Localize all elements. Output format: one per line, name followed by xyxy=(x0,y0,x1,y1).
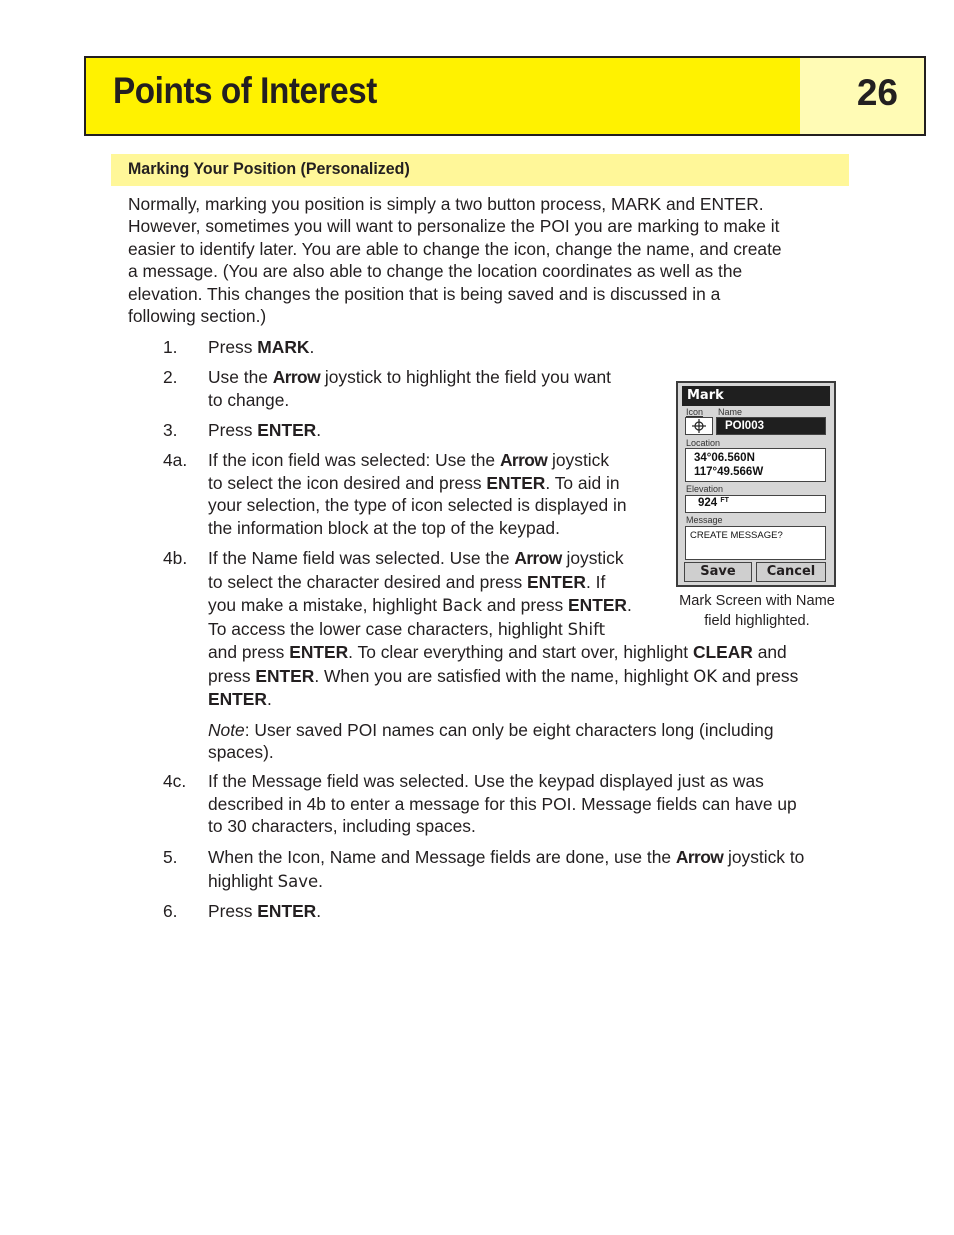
message-field-label: Message xyxy=(686,515,723,525)
elevation-value: 924 xyxy=(698,497,718,509)
page-number: 26 xyxy=(856,72,898,113)
step-text-part: joystick to highlight the field you want xyxy=(320,367,611,387)
intro-paragraph xyxy=(128,193,852,327)
note-label: Note xyxy=(208,719,245,740)
key-name: MARK xyxy=(257,337,310,357)
step-text-part: When the Icon, Name and Message fields are done, use the xyxy=(208,847,676,867)
step-number: 4c. xyxy=(163,771,187,791)
step-text-part: Press xyxy=(208,420,258,440)
step-text-part: Press xyxy=(208,337,258,357)
step-text-part: you make a mistake, highlight xyxy=(208,595,442,615)
step-text-part: press xyxy=(208,665,256,686)
key-name: ENTER xyxy=(486,472,546,493)
step-text-part: . xyxy=(309,337,315,357)
latitude-value: 34°06.560N xyxy=(694,452,755,464)
step-number: 4b. xyxy=(163,548,188,568)
intro-line: a message. (You are also able to change the location coordinates as well as the xyxy=(128,261,743,282)
ui-label: OK xyxy=(693,666,718,686)
chapter-title: Points of Interest xyxy=(113,70,377,111)
key-name: Arrow xyxy=(514,548,562,568)
elevation-unit: FT xyxy=(720,497,729,504)
step-text xyxy=(208,449,627,539)
figure-caption xyxy=(662,592,852,631)
step-text-part: . xyxy=(318,870,323,891)
step-text-part: joystick xyxy=(561,548,624,568)
location-field[interactable] xyxy=(685,448,826,482)
note-text: spaces). xyxy=(208,741,274,762)
step-text-part: . xyxy=(266,689,272,709)
step-text-part: highlight xyxy=(208,870,278,891)
step-number: 4a. xyxy=(163,450,188,470)
mark-screen-figure xyxy=(676,381,836,587)
intro-line: easier to identify later. You are able to change the icon, change the name, and create xyxy=(128,238,782,259)
elevation-field[interactable] xyxy=(685,495,826,513)
step-text-part: to select the icon desired and press xyxy=(208,472,487,493)
step-text-part: joystick xyxy=(547,450,610,470)
step-text-part: Press xyxy=(208,901,258,921)
key-name: Arrow xyxy=(499,450,548,470)
caption-line: Mark Screen with Name xyxy=(679,593,835,609)
longitude-value: 117°49.566W xyxy=(694,466,764,478)
step-text-part: and press xyxy=(717,665,799,686)
step-text-part: to change. xyxy=(208,389,290,410)
message-field[interactable]: CREATE MESSAGE? xyxy=(685,526,826,560)
step-text-part: and press xyxy=(482,595,569,615)
crosshair-icon xyxy=(692,419,706,433)
step-number: 2. xyxy=(163,367,178,387)
step-text-part: . xyxy=(316,420,322,440)
step-text-part: . To aid in xyxy=(545,472,620,493)
step-text-part: If the Name field was selected. Use the xyxy=(208,548,515,568)
key-name: Arrow xyxy=(272,367,321,387)
key-name: CLEAR xyxy=(692,642,753,662)
save-button[interactable]: Save xyxy=(684,562,752,582)
step-text-part: and xyxy=(752,642,787,662)
location-field-label: Location xyxy=(686,438,721,448)
note-text: : User saved POI names can only be eight characters long (including xyxy=(244,719,774,740)
step-text-part: and press xyxy=(208,642,290,662)
step-text-part: to 30 characters, including spaces. xyxy=(208,816,476,837)
step-text-part: If the icon field was selected: Use the xyxy=(208,450,500,470)
intro-line: following section.) xyxy=(128,306,267,327)
key-name: ENTER xyxy=(255,665,315,686)
step-text xyxy=(208,770,797,838)
ui-label: Save xyxy=(277,871,319,891)
step-text-part: . xyxy=(627,595,632,615)
name-field-label: Name xyxy=(718,407,743,417)
step-text-part: . To clear everything and start over, highlight xyxy=(348,642,693,662)
step-text-part: . xyxy=(316,901,322,921)
key-name: ENTER xyxy=(257,420,317,440)
key-name: ENTER xyxy=(527,571,586,592)
step-number: 6. xyxy=(163,901,178,921)
step-text-part: If the Message field was selected. Use the keypad displayed just as was xyxy=(208,771,764,791)
key-name: ENTER xyxy=(257,901,317,921)
intro-line: Normally, marking you position is simply a two button process, MARK and ENTER. xyxy=(128,194,764,214)
ui-label: Shift xyxy=(567,619,606,639)
step-number: 5. xyxy=(163,847,178,867)
mark-screen-title: Mark xyxy=(682,386,830,406)
key-name: ENTER xyxy=(568,595,627,615)
key-name: Arrow xyxy=(675,847,724,867)
step-number: 3. xyxy=(163,420,178,440)
step-text xyxy=(208,336,314,359)
step-text-part: . When you are satisfied with the name, highlight xyxy=(314,665,694,686)
intro-line: elevation. This changes the position that is being saved and is discussed in a xyxy=(128,283,721,304)
step-text xyxy=(208,366,611,411)
intro-line: However, sometimes you will want to personalize the POI you are marking to make it xyxy=(128,216,780,237)
step-text-part: to select the character desired and press xyxy=(208,571,528,592)
step-text-part: described in 4b to enter a message for this POI. Message fields can have up xyxy=(208,793,797,814)
step-text-part: To access the lower case characters, highlight xyxy=(208,618,568,639)
ui-label: Back xyxy=(441,596,482,615)
chapter-header xyxy=(84,56,926,136)
icon-field-label: Icon xyxy=(686,407,704,417)
step-text-part: the information block at the top of the keypad. xyxy=(208,517,560,538)
key-name: ENTER xyxy=(289,642,349,662)
section-title: Marking Your Position (Personalized) xyxy=(128,159,410,178)
page-number-box xyxy=(800,58,924,134)
step-text xyxy=(208,900,321,923)
cancel-button[interactable]: Cancel xyxy=(756,562,826,582)
step-text-part: Use the xyxy=(208,367,273,387)
name-field[interactable]: POI003 xyxy=(716,417,826,435)
step-number: 1. xyxy=(163,337,178,357)
note xyxy=(208,719,798,764)
icon-field[interactable] xyxy=(685,417,713,435)
step-text-part: . If xyxy=(585,571,606,592)
step-text xyxy=(208,419,321,442)
step-text-part: your selection, the type of icon selected is displayed in xyxy=(208,495,627,516)
step-text-part: joystick to xyxy=(723,847,805,867)
elevation-field-label: Elevation xyxy=(686,484,724,494)
section-heading-bar xyxy=(111,154,849,186)
step-text xyxy=(208,846,804,893)
key-name: ENTER xyxy=(208,689,267,709)
caption-line: field highlighted. xyxy=(704,612,810,629)
